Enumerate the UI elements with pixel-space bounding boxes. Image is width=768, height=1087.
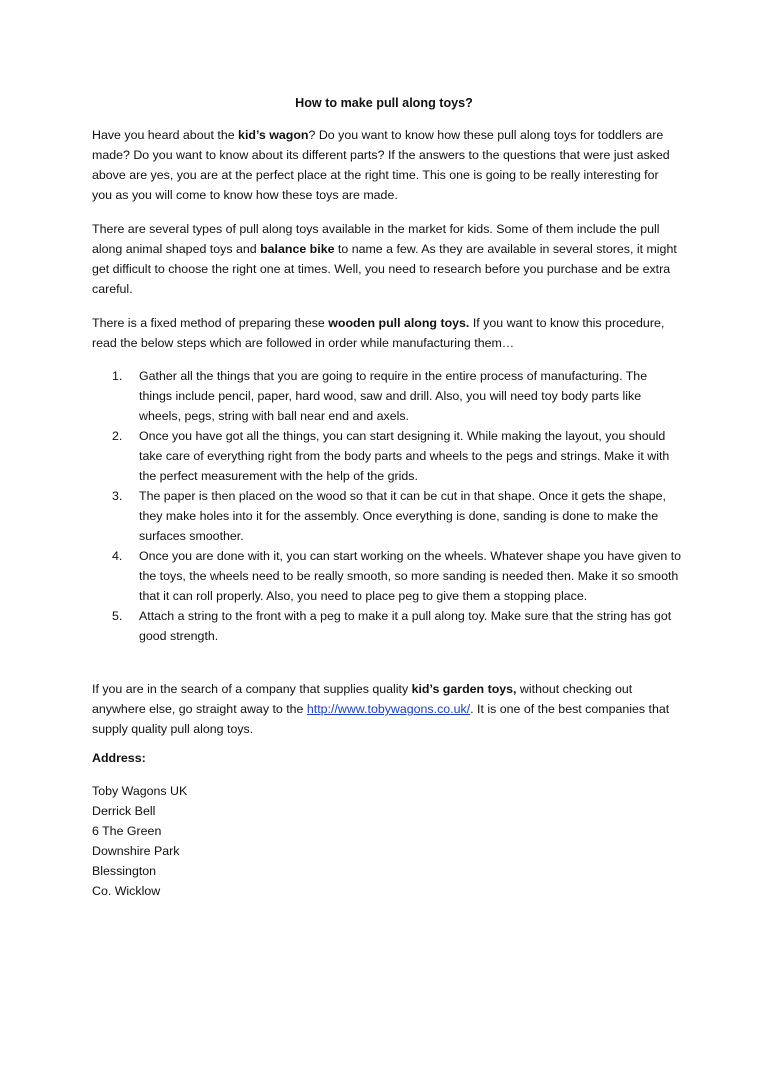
intro-paragraph	[92, 125, 682, 205]
list-item-text: Once you are done with it, you can start working on the wheels. Whatever shape you have given to the toys, the wheels need to be really smooth, so more sanding is needed then. Make it so smooth that it can roll properly. Also, you need to place peg to give them a stopping place.	[139, 549, 682, 603]
address-line: 6 The Green	[92, 824, 162, 838]
address-line: Derrick Bell	[92, 804, 156, 818]
steps-list	[92, 366, 682, 646]
list-item-number: 3.	[112, 489, 123, 503]
list-item	[92, 546, 682, 606]
address-heading: Address:	[92, 751, 146, 765]
list-item-number: 2.	[112, 429, 123, 443]
address-line: Co. Wicklow	[92, 884, 161, 898]
intro-text-c: ? Do you want to know how these pull along toys for toddlers are made? Do you want to know about its different parts? If the answers to the questions that were just asked above are yes, you are at the perfect place at the right time. This one is going to be really interesting for you as you will come to know how these toys are made.	[92, 128, 670, 202]
page-title: How to make pull along toys?	[295, 96, 473, 110]
types-text-a: There are several types of pull along toys available in the market for kids. Some of them include the pull along animal shaped toys and	[92, 222, 660, 256]
address-line: Downshire Park	[92, 844, 180, 858]
method-text-a: There is a fixed method of preparing these	[92, 316, 329, 330]
list-item	[92, 366, 682, 426]
types-paragraph	[92, 219, 682, 299]
list-item	[92, 426, 682, 486]
supplier-bold-garden-toys: kid’s garden toys,	[411, 682, 517, 696]
intro-bold-kids-wagon: kid’s wagon	[238, 128, 309, 142]
list-item-number: 4.	[112, 549, 123, 563]
address-line: Toby Wagons UK	[92, 784, 188, 798]
list-item-text: Gather all the things that you are going to require in the entire process of manufacturing. The things include pencil, paper, hard wood, saw and drill. Also, you will need toy body parts like wheels, pegs, string with ball near end and axels.	[139, 369, 648, 423]
types-bold-balance-bike: balance bike	[260, 242, 335, 256]
list-item-text: Attach a string to the front with a peg to make it a pull along toy. Make sure that the string has got good strength.	[139, 609, 672, 643]
list-item-text: The paper is then placed on the wood so that it can be cut in that shape. Once it gets the shape, they make holes into it for the assembly. Once everything is done, sanding is done to make the surfaces smoother.	[139, 489, 666, 543]
intro-text-a: Have you heard about the	[92, 128, 239, 142]
list-item-number: 5.	[112, 609, 123, 623]
method-bold-wooden-toys: wooden pull along toys.	[328, 316, 470, 330]
method-text-c: If you want to know this procedure, read the below steps which are followed in order while manufacturing them…	[92, 316, 665, 350]
supplier-text-d: . It is one of the best companies that supply quality pull along toys.	[92, 702, 670, 736]
address-block	[92, 781, 187, 901]
list-item	[92, 486, 682, 546]
tobywagons-link[interactable]: http://www.tobywagons.co.uk/	[306, 702, 471, 716]
types-text-c: to name a few. As they are available in several stores, it might get difficult to choose the right one at times. Well, you need to research before you purchase and be extra careful.	[92, 242, 677, 296]
list-item	[92, 606, 682, 646]
list-item-number: 1.	[112, 369, 123, 383]
supplier-paragraph	[92, 679, 682, 739]
address-line: Blessington	[92, 864, 157, 878]
supplier-text-c: without checking out anywhere else, go straight away to the	[92, 682, 633, 716]
supplier-text-a: If you are in the search of a company that supplies quality	[92, 682, 412, 696]
method-paragraph	[92, 313, 682, 353]
list-item-text: Once you have got all the things, you can start designing it. While making the layout, you should take care of everything right from the body parts and wheels to the pegs and strings. Make it with the perfect measurement with the help of the grids.	[139, 429, 670, 483]
